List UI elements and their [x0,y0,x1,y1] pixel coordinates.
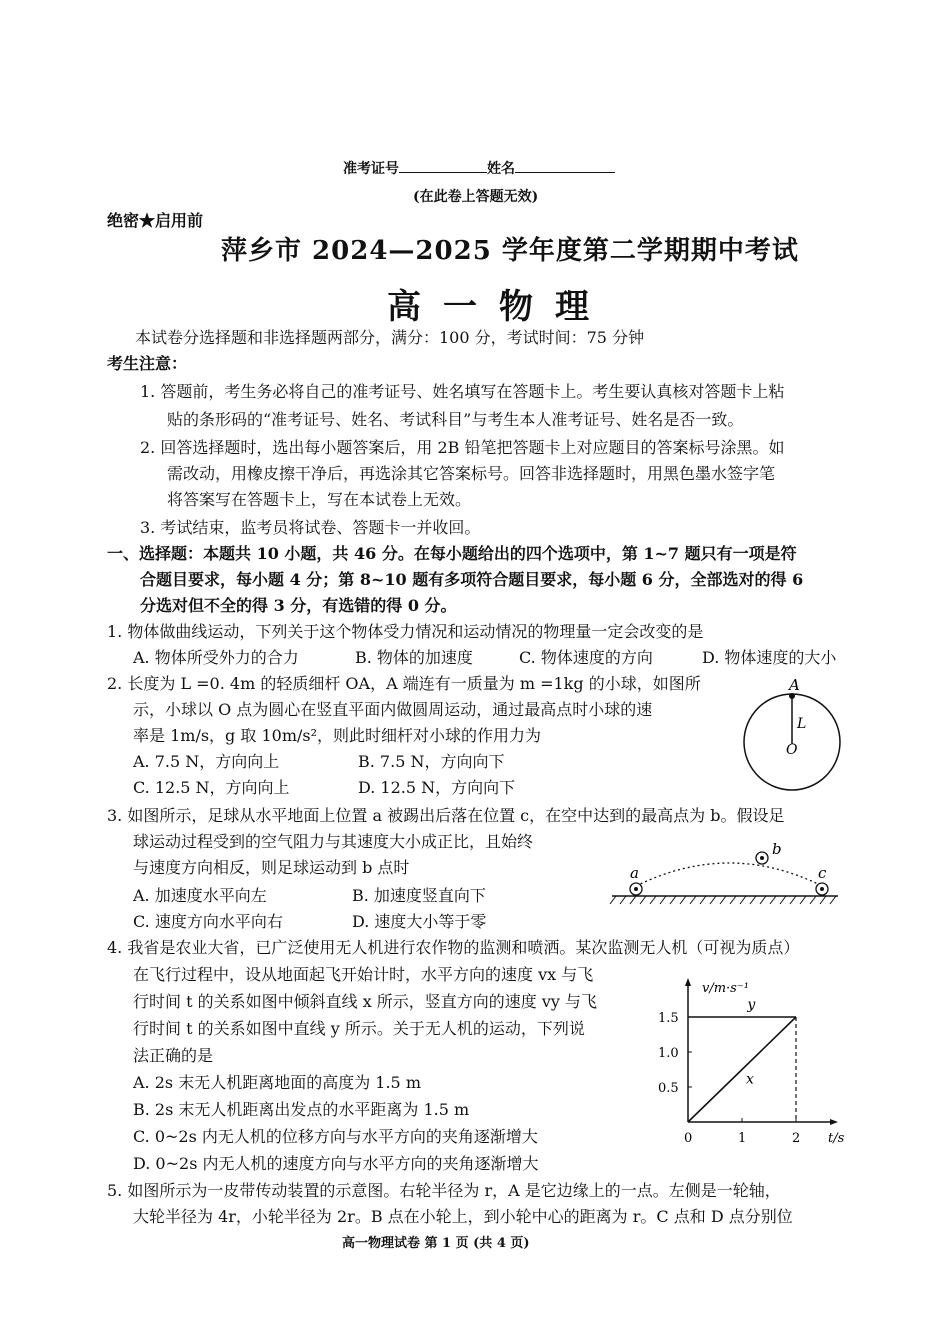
q1-option-a: A. 物体所受外力的合力 [133,648,299,667]
q3-option-a: A. 加速度水平向左 [133,886,267,905]
x-tick-label: 0 [684,1131,693,1146]
q1-option-b: B. 物体的加速度 [355,648,473,667]
y-tick-label: 1.5 [658,1011,679,1026]
answer-invalid-note: (在此卷上答题无效) [413,189,539,205]
notice-item-2-line-2: 需改动，用橡皮擦干净后，再选涂其它答案标号。回答非选择题时，用黑色墨水签字笔 [167,464,776,483]
q3-option-b: B. 加速度竖直向下 [352,886,486,905]
q3-ground-hatch [610,896,836,904]
section1-line-2: 合题目要求，每小题 4 分；第 8~10 题有多项符合题目要求，每小题 6 分，全部选对的得 6 [140,570,804,589]
y-axis-arrow [685,978,691,986]
q2-option-b: B. 7.5 N，方向向下 [358,752,505,771]
q4-line-4: 行时间 t 的关系如图中直线 y 所示。关于无人机的运动，下列说 [133,1019,585,1038]
exam-id-label: 准考证号 [343,161,399,177]
q4-option-b: B. 2s 末无人机距离出发点的水平距离为 1.5 m [133,1100,470,1119]
notice-heading: 考生注意： [107,354,188,373]
section1-line-3: 分选对但不全的得 3 分，有选错的得 0 分。 [140,596,457,615]
q2-option-d: D. 12.5 N，方向向下 [358,778,516,797]
q3-trajectory [636,863,822,886]
name-label: 姓名 [487,161,515,177]
q4-option-c: C. 0~2s 内无人机的位移方向与水平方向的夹角逐渐增大 [133,1127,538,1146]
q2-option-c: C. 12.5 N，方向向上 [133,778,290,797]
q1-option-c: C. 物体速度的方向 [519,648,653,667]
q3-ball-c-dot [820,887,824,891]
series-label-y: y [747,997,756,1013]
y-tick-label: 0.5 [658,1081,679,1096]
q4-line-5: 法正确的是 [133,1046,214,1065]
q4-line-3: 行时间 t 的关系如图中倾斜直线 x 所示，竖直方向的速度 vy 与飞 [133,992,598,1011]
subject-title: 高一物理 [387,287,611,327]
name-blank [515,158,615,173]
q3-ball-a-dot [634,887,638,891]
notice-item-1-line-1: 1. 答题前，考生务必将自己的准考证号、姓名填写在答题卡上。考生要认真核对答题卡上粘 [140,382,785,401]
secret-label: 绝密★启用前 [107,211,204,230]
series-label-x: x [746,1071,754,1088]
y-axis-label: v/m·s⁻¹ [702,981,749,996]
exam-id-field [343,158,615,178]
q2-line-3: 率是 1m/s，g 取 10m/s²，则此时细杆对小球的作用力为 [133,726,542,745]
notice-item-3-line-1: 3. 考试结束，监考员将试卷、答题卡一并收回。 [140,518,481,537]
q2-line-1: 2. 长度为 L =0. 4m 的轻质细杆 OA，A 端连有一质量为 m =1kg 的小球，如图所 [107,674,701,693]
q1-stem: 1. 物体做曲线运动，下列关于这个物体受力情况和运动情况的物理量一定会改变的是 [107,622,704,641]
notice-item-1-line-2: 贴的条形码的“准考证号、姓名、考试科目”与考生本人准考证号、姓名是否一致。 [167,410,744,429]
q2-line-2: 示，小球以 O 点为圆心在竖直平面内做圆周运动，通过最高点时小球的速 [133,700,653,719]
page-footer: 高一物理试卷 第 1 页 (共 4 页) [342,1236,530,1251]
exam-id-blank [399,158,487,173]
q3-label-c: c [818,864,827,882]
q5-line-2: 大轮半径为 4r，小轮半径为 2r。B 点在小轮上，到小轮中心的距离为 r。C 点和 D 点分别位 [133,1207,793,1226]
q4-option-d: D. 0~2s 内无人机的速度方向与水平方向的夹角逐渐增大 [133,1154,539,1173]
x-tick-label: 1 [738,1131,747,1146]
q2-label-l: L [797,716,807,732]
q2-label-a: A [789,676,800,694]
section1-line-1: 一、选择题：本题共 10 小题，共 46 分。在每小题给出的四个选项中，第 1~7 题只有一项是符 [107,544,797,563]
q3-line-1: 3. 如图所示，足球从水平地面上位置 a 被踢出后落在位置 c，在空中达到的最高点为 b。假设足 [107,806,785,825]
exam-title: 萍乡市 2024—2025 学年度第二学期期中考试 [221,236,799,266]
x-tick-label: 2 [792,1131,801,1146]
intro-line: 本试卷分选择题和非选择题两部分，满分：100 分，考试时间：75 分钟 [135,328,645,347]
q3-option-c: C. 速度方向水平向右 [133,912,283,931]
series-line-x [688,1017,796,1122]
q5-line-1: 5. 如图所示为一皮带传动装置的示意图。右轮半径为 r，A 是它边缘上的一点。左侧是一轮轴， [107,1181,781,1200]
q3-label-b: b [772,840,782,858]
q4-line-2: 在飞行过程中，设从地面起飞开始计时，水平方向的速度 vx 与飞 [133,965,594,984]
q1-option-d: D. 物体速度的大小 [702,648,837,667]
q4-option-a: A. 2s 末无人机距离地面的高度为 1.5 m [133,1073,421,1092]
q3-line-3: 与速度方向相反，则足球运动到 b 点时 [133,858,410,877]
x-axis-arrow [830,1119,838,1125]
y-tick-label: 1.0 [658,1046,679,1061]
x-axis-label: t/s [828,1131,845,1146]
q2-circle-figure [735,672,850,792]
notice-item-2-line-3: 将答案写在答题卡上，写在本试卷上无效。 [167,490,472,509]
q3-football-figure [610,838,840,910]
q2-option-a: A. 7.5 N，方向向上 [133,752,280,771]
q3-ball-b-dot [760,856,764,860]
q2-label-o: O [786,742,798,758]
notice-item-2-line-1: 2. 回答选择题时，选出每小题答案后，用 2B 铅笔把答题卡上对应题目的答案标号涂黑。如 [140,438,785,457]
q4-velocity-chart [652,972,845,1154]
q3-line-2: 球运动过程受到的空气阻力与其速度大小成正比，且始终 [133,832,534,851]
q4-line-1: 4. 我省是农业大省，已广泛使用无人机进行农作物的监测和喷洒。某次监测无人机（可视为质点） [107,938,800,957]
q3-label-a: a [630,864,639,882]
q3-option-d: D. 速度大小等于零 [352,912,487,931]
